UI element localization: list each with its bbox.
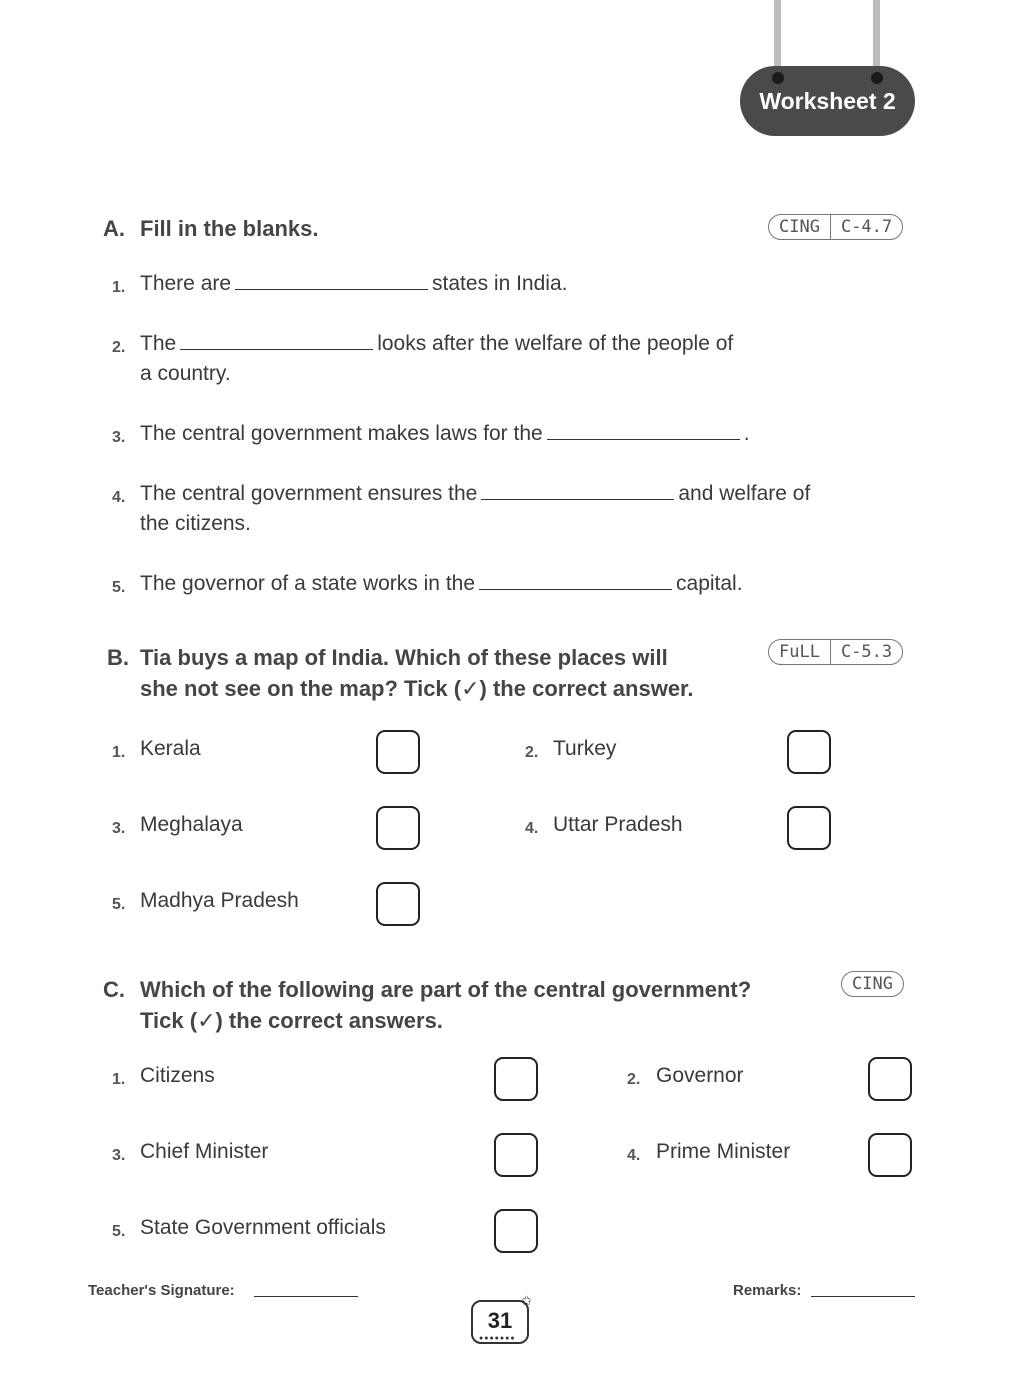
- option-number: 1.: [112, 1071, 126, 1088]
- question-number: 1.: [112, 279, 126, 296]
- section-b-letter: B.: [107, 645, 129, 670]
- option-label: Meghalaya: [140, 813, 243, 836]
- question-text-line2: a country.: [140, 362, 231, 385]
- section-c-badge-code: CING: [852, 974, 893, 994]
- tag-pin-right: [871, 72, 883, 84]
- page-number-badge: [471, 1293, 532, 1344]
- tick-checkbox[interactable]: [868, 1057, 912, 1101]
- option-label: State Government officials: [140, 1216, 386, 1239]
- tag-pin-left: [772, 72, 784, 84]
- option-label: Citizens: [140, 1064, 215, 1087]
- answer-blank[interactable]: [479, 588, 672, 590]
- tick-checkbox[interactable]: [494, 1057, 538, 1101]
- tick-checkbox[interactable]: [494, 1209, 538, 1253]
- question-text-after: capital.: [676, 572, 743, 595]
- option-number: 5.: [112, 1223, 126, 1240]
- question-text-before: The: [140, 332, 177, 355]
- question-text-before: The governor of a state works in the: [140, 572, 476, 595]
- section-a-letter: A.: [103, 216, 125, 241]
- question-number: 2.: [112, 339, 126, 356]
- section-c-title-line2: Tick (✓) the correct answers.: [140, 1008, 443, 1033]
- question-number: 4.: [112, 489, 126, 506]
- answer-blank[interactable]: [547, 438, 740, 440]
- option-number: 4.: [627, 1147, 641, 1164]
- question-number: 5.: [112, 579, 126, 596]
- answer-blank[interactable]: [235, 288, 428, 290]
- section-b-title-line2: she not see on the map? Tick (✓) the correct answer.: [140, 676, 694, 701]
- tick-checkbox[interactable]: [376, 806, 420, 850]
- question-text-before: There are: [140, 272, 232, 295]
- section-a-badge-ref: C-4.7: [830, 215, 902, 239]
- remarks-label: Remarks:: [733, 1282, 802, 1299]
- remarks-line[interactable]: [811, 1296, 915, 1297]
- option-label: Madhya Pradesh: [140, 889, 299, 912]
- tick-checkbox[interactable]: [494, 1133, 538, 1177]
- answer-blank[interactable]: [180, 348, 373, 350]
- option-number: 4.: [525, 820, 539, 837]
- option-label: Chief Minister: [140, 1140, 269, 1163]
- section-b-badge-code: FuLL: [779, 642, 820, 662]
- question-text-before: The central government makes laws for the: [140, 422, 543, 445]
- section-b-badge-ref: C-5.3: [830, 640, 902, 664]
- option-number: 5.: [112, 896, 126, 913]
- section-a-badge-code: CING: [779, 217, 820, 237]
- option-number: 3.: [112, 820, 126, 837]
- tick-checkbox[interactable]: [376, 730, 420, 774]
- section-c-heading: [103, 977, 823, 1041]
- question-text-after: states in India.: [432, 272, 568, 295]
- option-number: 3.: [112, 1147, 126, 1164]
- question-number: 3.: [112, 429, 126, 446]
- section-a-title: Fill in the blanks.: [140, 216, 319, 241]
- option-label: Kerala: [140, 737, 201, 760]
- page-badge-dots-decoration: ●●●●●●●: [479, 1335, 516, 1342]
- question-text-after: and welfare of: [678, 482, 811, 505]
- worksheet-title: Worksheet 2: [759, 88, 896, 114]
- star-icon: ✩: [521, 1293, 532, 1308]
- section-b-title-line1: Tia buys a map of India. Which of these places will: [140, 645, 668, 670]
- question-text-after: .: [743, 422, 750, 445]
- option-label: Turkey: [553, 737, 617, 760]
- question-text-line2: the citizens.: [140, 512, 251, 535]
- option-number: 2.: [627, 1071, 641, 1088]
- tick-checkbox[interactable]: [868, 1133, 912, 1177]
- option-number: 1.: [112, 744, 126, 761]
- section-c-letter: C.: [103, 977, 125, 1002]
- question-text-before: The central government ensures the: [140, 482, 478, 505]
- answer-blank[interactable]: [481, 498, 674, 500]
- page-number: 31: [487, 1308, 513, 1333]
- tick-checkbox[interactable]: [787, 730, 831, 774]
- section-c-badge: [841, 971, 904, 997]
- section-c-title-line1: Which of the following are part of the central government?: [140, 977, 752, 1002]
- option-label: Governor: [656, 1064, 744, 1087]
- tick-checkbox[interactable]: [787, 806, 831, 850]
- section-a-heading: [103, 216, 703, 246]
- worksheet-tag: [740, 66, 915, 136]
- option-label: Prime Minister: [656, 1140, 791, 1163]
- question-text-after: looks after the welfare of the people of: [377, 332, 734, 355]
- section-a-badge: [768, 214, 903, 240]
- tick-checkbox[interactable]: [376, 882, 420, 926]
- section-b-badge: [768, 639, 903, 665]
- teacher-signature-line[interactable]: [254, 1296, 358, 1297]
- teacher-signature-label: Teacher's Signature:: [88, 1282, 235, 1299]
- option-number: 2.: [525, 744, 539, 761]
- section-b-heading: [107, 645, 757, 709]
- option-label: Uttar Pradesh: [553, 813, 683, 836]
